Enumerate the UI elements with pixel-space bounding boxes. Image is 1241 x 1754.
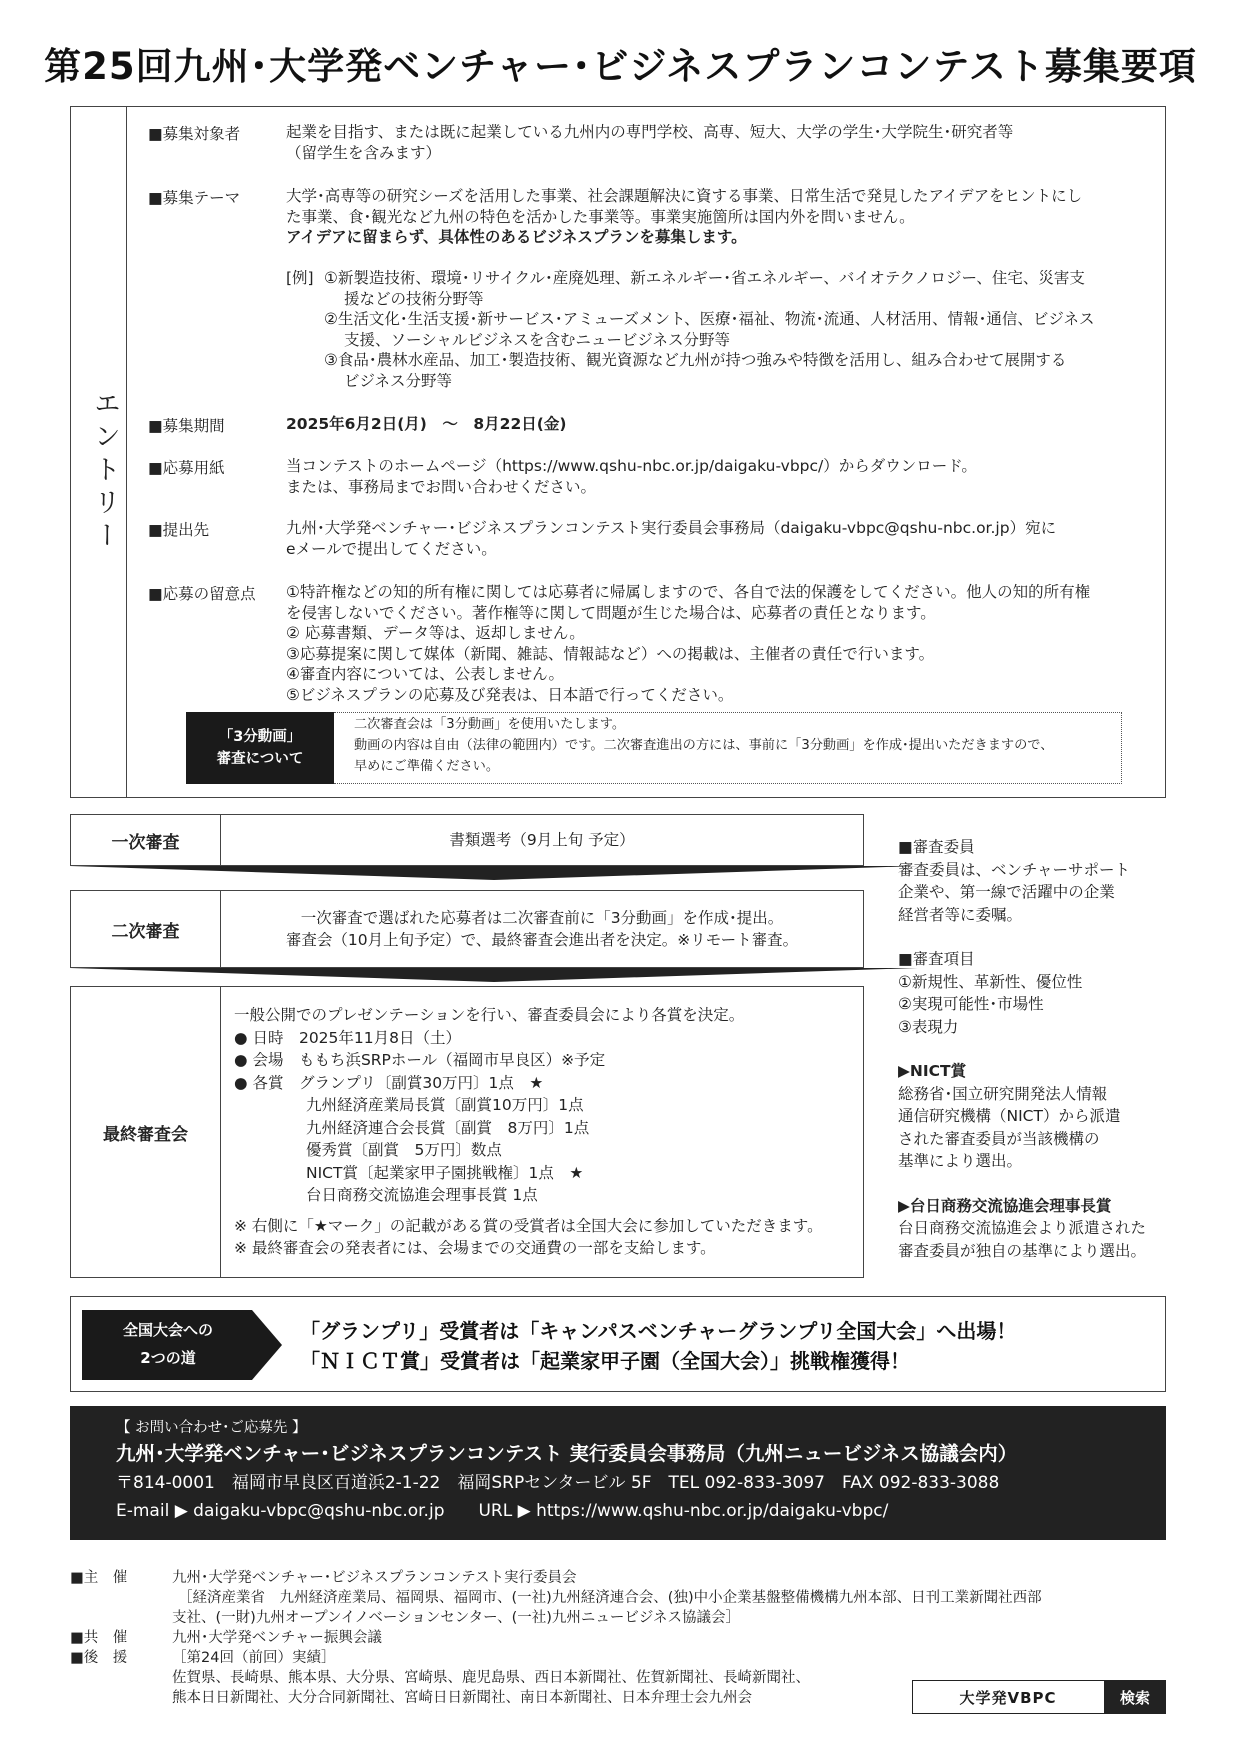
- footer: [70, 1568, 1042, 1708]
- note-line: ※ 最終審査会の発表者には、会場までの交通費の一部を支給します。: [234, 1239, 716, 1257]
- search-term[interactable]: 大学発VBPC: [959, 1688, 1057, 1707]
- text-line: 熊本日日新聞社、大分合同新聞社、宮崎日日新聞社、南日本新聞社、日本弁理士会九州会: [172, 1690, 752, 1706]
- contact-section: [70, 1406, 1166, 1540]
- text-line: eメールで提出してください。: [286, 539, 497, 558]
- footer-key: ■共 催: [70, 1630, 128, 1646]
- entry-side-column: [71, 107, 127, 797]
- text-line: ② 応募書類、データ等は、返却しません。: [286, 624, 585, 642]
- text-line: 総務省･国立研究開発法人情報: [898, 1084, 1108, 1103]
- entry-row-label: ■応募用紙: [148, 459, 225, 477]
- stage-text: 書類選考（9月上旬 予定）: [449, 831, 635, 849]
- text-line: ［経済産業省 九州経済産業局、福岡県、福岡市、(一社)九州経済連合会、(独)中小企業基盤整備機構九州本部、日刊工業新聞社西部: [178, 1590, 1042, 1606]
- text-line: ③応募提案に関して媒体（新聞、雑誌、情報誌など）への掲載は、主催者の責任で行います。: [286, 644, 935, 663]
- down-arrow-icon: [70, 968, 918, 982]
- text-line: 佐賀県、長崎県、熊本県、大分県、宮崎県、鹿児島県、西日本新聞社、佐賀新聞社、長崎新聞社、: [172, 1670, 810, 1686]
- footer-key: ■主 催: [70, 1570, 128, 1586]
- final-review-details: [234, 1004, 823, 1260]
- text-line: 審査会（10月上旬予定）で、最終審査会進出者を決定。※リモート審査。: [285, 931, 799, 949]
- note-line: ※ 右側に「★マーク」の記載がある賞の受賞者は全国大会に参加していただきます。: [234, 1216, 823, 1235]
- text-line: 全国大会への: [122, 1321, 213, 1339]
- text-line: た事業、食･観光など九州の特色を活かした事業等。事業実施箇所は国内外を問いません。: [286, 207, 915, 226]
- text-line: 基準により選出。: [898, 1152, 1023, 1170]
- entry-row-label: ■募集対象者: [148, 125, 241, 143]
- entry-period: 2025年6月2日(月) ～ 8月22日(金): [286, 415, 567, 433]
- text-line: ［第24回（前回）実績］: [172, 1650, 336, 1666]
- entry-row-text: [286, 122, 1013, 163]
- contact-email-url[interactable]: E-mail ▶ daigaku-vbpc@qshu-nbc.or.jp URL ▶ https://www.qshu-nbc.or.jp/daigaku-vbpc/: [116, 1501, 889, 1521]
- text-line: 支社、(一財)九州オープンイノベーションセンター、(一社)九州ニュービジネス協議会］: [172, 1610, 740, 1626]
- text-line: 大学･高専等の研究シーズを活用した事業、社会課題解決に資する事業、日常生活で発見したアイデアをヒントにし: [286, 187, 1083, 205]
- nationals-text: [300, 1316, 1016, 1376]
- award-line: 九州経済連合会長賞〔副賞 8万円〕1点: [306, 1118, 590, 1137]
- text-line: 起業を目指す、または既に起業している九州内の専門学校、高専、短大、大学の学生･大学院生･研究者等: [286, 123, 1014, 141]
- text-line: 支援、ソーシャルビジネスを含むニュービジネス分野等: [344, 330, 730, 349]
- entry-row-text: [286, 582, 1090, 705]
- examples-prefix: [例]: [286, 269, 314, 287]
- note-heading: ■審査項目: [898, 950, 975, 968]
- text-line: 援などの技術分野等: [344, 289, 484, 308]
- text-line: 台日商務交流協進会より派遣された: [898, 1219, 1147, 1237]
- text-line: ④審査内容については、公表しません。: [286, 665, 565, 683]
- entry-row-text: [286, 186, 1082, 248]
- contact-address: 〒814-0001 福岡市早良区百道浜2-1-22 福岡SRPセンタービル 5F TEL 092-833-3097 FAX 092-833-3088: [116, 1473, 1000, 1493]
- down-arrow-icon: [70, 866, 918, 880]
- contact-heading: 【 お問い合わせ･ご応募先 】: [116, 1420, 307, 1436]
- text-line: された審査委員が当該機構の: [898, 1129, 1100, 1148]
- spacer: [234, 1207, 823, 1215]
- text-line: ③表現力: [898, 1017, 959, 1036]
- note-heading: ▶NICT賞: [898, 1062, 967, 1080]
- stage-first-review: [70, 814, 864, 866]
- stage-second-review: [70, 890, 864, 968]
- examples-list: [324, 268, 1094, 391]
- video-review-label: [186, 712, 334, 784]
- text-line: ①新製造技術、環境･リサイクル･産廃処理、新エネルギー･省エネルギー、バイオテクノロジー、住宅、災害支: [324, 269, 1085, 287]
- footer-row: [70, 1648, 1042, 1708]
- text-line: ● 会場 ももち浜SRPホール（福岡市早良区）※予定: [234, 1051, 606, 1069]
- footer-row: [70, 1628, 1042, 1648]
- text-line-bold: アイデアに留まらず、具体性のあるビジネスプランを募集します。: [286, 228, 747, 246]
- footer-value: [172, 1648, 810, 1708]
- footer-value: [172, 1568, 1042, 1628]
- entry-row-text: [286, 518, 1056, 559]
- text-line: を侵害しないでください。著作権等に関して問題が生じた場合は、応募者の責任となります。: [286, 603, 936, 622]
- contact-org: 九州･大学発ベンチャー･ビジネスプランコンテスト 実行委員会事務局（九州ニュービジネス協議会内）: [116, 1442, 1018, 1465]
- text-line: 2つの道: [140, 1349, 196, 1367]
- text-line: 一般公開でのプレゼンテーションを行い、審査委員会により各賞を決定。: [234, 1006, 745, 1024]
- text-line: ①特許権などの知的所有権に関しては応募者に帰属しますので、各自で法的保護をしてください。他人の知的所有権: [286, 583, 1091, 601]
- award-line: NICT賞〔起業家甲子園挑戦権〕1点 ★: [306, 1163, 584, 1182]
- text-line: 「グランプリ」受賞者は「キャンパスベンチャーグランプリ全国大会」へ出場！: [300, 1319, 1017, 1343]
- text-line: ②生活文化･生活支援･新サービス･アミューズメント、医療･福祉、物流･流通、人材活用、情報･通信、ビジネス: [324, 310, 1095, 328]
- entry-row-label: ■募集テーマ: [148, 189, 241, 207]
- review-notes: [898, 836, 1146, 1262]
- note-heading: ■審査委員: [898, 838, 975, 856]
- text-line: 審査委員が独自の基準により選出。: [898, 1241, 1147, 1260]
- text-line: 審査委員は、ベンチャーサポート: [898, 860, 1131, 879]
- stage-text: [221, 907, 863, 951]
- text-line: 動画の内容は自由（法律の範囲内）です。二次審査進出の方には、事前に「3分動画」を作成･提出いただきますので、: [354, 738, 1054, 753]
- footer-row: [70, 1568, 1042, 1628]
- text-line: または、事務局までお問い合わせください。: [286, 477, 597, 496]
- footer-key: ■後 援: [70, 1650, 128, 1666]
- text-line: 早めにご準備ください。: [354, 759, 500, 774]
- footer-value: 九州･大学発ベンチャー振興会議: [172, 1630, 382, 1646]
- text-line: 企業や、第一線で活躍中の企業: [898, 883, 1115, 901]
- entry-row-label: ■提出先: [148, 521, 210, 539]
- text-line: 「3分動画」: [218, 729, 302, 745]
- arrow-right-icon: [252, 1310, 282, 1380]
- text-line: ビジネス分野等: [344, 371, 453, 390]
- text-line: 経営者等に委嘱。: [898, 905, 1023, 924]
- award-line: 優秀賞〔副賞 5万円〕数点: [306, 1141, 502, 1159]
- entry-row-label: ■応募の留意点: [148, 585, 256, 603]
- stage-label: 一次審査: [71, 815, 221, 865]
- text-line: 通信研究機構（NICT）から派遣: [898, 1107, 1121, 1125]
- text-line: ⑤ビジネスプランの応募及び発表は、日本語で行ってください。: [286, 685, 734, 704]
- text-line: 九州･大学発ベンチャー･ビジネスプランコンテスト実行委員会: [172, 1570, 577, 1586]
- entry-row-text: [286, 456, 977, 497]
- text-line: 「ＮＩＣＴ賞」受賞者は「起業家甲子園（全国大会）」挑戦権獲得！: [300, 1349, 910, 1373]
- text-line: 二次審査会は「3分動画」を使用いたします。: [354, 717, 626, 732]
- note-heading: ▶台日商務交流協進会理事長賞: [898, 1196, 1112, 1215]
- stage-label: 最終審査会: [71, 987, 221, 1277]
- award-line: ● 各賞 グランプリ〔副賞30万円〕1点 ★: [234, 1073, 544, 1092]
- award-line: 九州経済産業局長賞〔副賞10万円〕1点: [306, 1096, 584, 1114]
- award-line: 台日商務交流協進会理事長賞 1点: [306, 1186, 538, 1204]
- search-button[interactable]: 検索: [1104, 1680, 1166, 1714]
- text-line: ③食品･農林水産品、加工･製造技術、観光資源など九州が持つ強みや特徴を活用し、組み合わせて展開する: [324, 351, 1067, 369]
- text-line: 九州･大学発ベンチャー･ビジネスプランコンテスト実行委員会事務局（daigaku-vbpc@qshu-nbc.or.jp）宛に: [286, 519, 1057, 537]
- text-line: （留学生を含みます）: [286, 143, 442, 162]
- video-review-text: [334, 712, 1122, 784]
- text-line: ②実現可能性･市場性: [898, 995, 1044, 1013]
- text-line: 審査について: [216, 751, 304, 767]
- text-line: 一次審査で選ばれた応募者は二次審査前に「3分動画」を作成･提出。: [300, 909, 784, 927]
- text-line: 当コンテストのホームページ（https://www.qshu-nbc.or.jp/daigaku-vbpc/）からダウンロード。: [286, 457, 977, 475]
- entry-side-label: エントリー: [89, 389, 120, 554]
- text-line: ①新規性、革新性、優位性: [898, 972, 1083, 991]
- text-line: ● 日時 2025年11月8日（土）: [234, 1028, 461, 1047]
- nationals-label: [82, 1316, 254, 1372]
- entry-row-label: ■募集期間: [148, 417, 225, 435]
- page-title: 第25回九州･大学発ベンチャー･ビジネスプランコンテスト募集要項: [44, 45, 1197, 88]
- stage-label: 二次審査: [71, 891, 221, 967]
